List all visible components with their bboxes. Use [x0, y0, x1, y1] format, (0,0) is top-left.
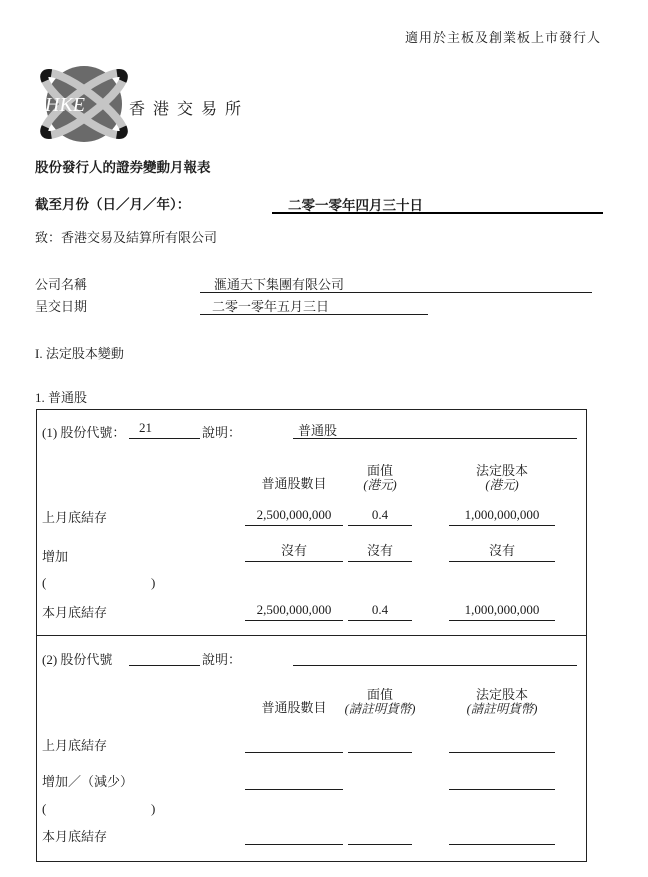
description-label-2: 說明：: [202, 652, 242, 667]
stock-code-label-2: (2) 股份代號: [42, 652, 113, 667]
cell-current-par-1: 0.4: [348, 599, 412, 621]
form-title: 股份發行人的證券變動月報表: [35, 160, 211, 175]
cell-increase-shares-1: 沒有: [245, 540, 343, 562]
row-label-change-2: 增加／（減少）: [42, 774, 134, 789]
cell-prev-par-2: [348, 731, 412, 753]
submission-date-label: 呈交日期: [35, 299, 88, 314]
ordinary-shares-table-1: [36, 409, 587, 636]
hkex-logo: [33, 63, 139, 145]
section-heading-authorized-capital: I. 法定股本變動: [35, 346, 124, 361]
stock-code-label-1: (1) 股份代號：: [42, 425, 126, 440]
column-header-authorized-capital-1: [449, 464, 555, 492]
row-label-increase-1: 增加: [42, 549, 69, 564]
month-end-field: 二零一零年四月三十日: [272, 194, 603, 214]
row-label-current-month-1: 本月底結存: [42, 605, 108, 620]
par-value-unit-1: (港元): [363, 478, 397, 492]
paren-close-2: ): [151, 801, 156, 816]
par-value-unit-2: (請註明貨幣): [344, 702, 416, 716]
row-label-prev-month-1: 上月底結存: [42, 510, 108, 525]
cell-increase-par-1: 沒有: [348, 540, 412, 562]
authorized-capital-unit-2: (請註明貨幣): [466, 702, 538, 716]
paren-close-1: ): [151, 575, 156, 590]
cell-prev-authorized-1: 1,000,000,000: [449, 504, 555, 526]
description-label-1: 說明：: [202, 425, 242, 440]
month-end-label: 截至月份（日／月／年）：: [35, 197, 191, 212]
ordinary-shares-table-2: [36, 636, 587, 862]
par-value-title-2: 面值: [366, 687, 393, 702]
cell-current-authorized-1: 1,000,000,000: [449, 599, 555, 621]
company-name-label: 公司名稱: [35, 277, 88, 292]
paren-open-2: (: [42, 801, 47, 816]
column-header-shares-text-2: 普通股數目: [261, 700, 327, 715]
cell-change-authorized-2: [449, 768, 555, 790]
hkex-globe-icon: [33, 63, 139, 145]
par-value-title-1: 面值: [366, 463, 393, 478]
authorized-capital-title-2: 法定股本: [475, 687, 528, 702]
column-header-shares-1: [245, 477, 343, 491]
description-field-1: 普通股: [293, 420, 577, 439]
submission-date-field: 二零一零年五月三日: [200, 296, 428, 315]
stock-code-field-1: 21: [129, 420, 200, 439]
column-header-shares-2: [245, 701, 343, 715]
addressee-line: 致：香港交易及結算所有限公司: [35, 230, 218, 245]
authorized-capital-title-1: 法定股本: [475, 463, 528, 478]
subsection-heading-ordinary-shares: 1. 普通股: [35, 390, 88, 405]
cell-prev-shares-2: [245, 731, 343, 753]
column-header-authorized-capital-2: [449, 688, 555, 716]
cell-prev-authorized-2: [449, 731, 555, 753]
company-name-field: 滙通天下集團有限公司: [200, 274, 592, 293]
exchange-name-chinese: 香港交易所: [129, 101, 250, 118]
cell-increase-authorized-1: 沒有: [449, 540, 555, 562]
paren-open-1: (: [42, 575, 47, 590]
cell-current-par-2: [348, 823, 412, 845]
cell-current-shares-1: 2,500,000,000: [245, 599, 343, 621]
authorized-capital-unit-1: (港元): [485, 478, 519, 492]
applicability-note: 適用於主板及創業板上市發行人: [404, 30, 601, 45]
row-label-current-month-2: 本月底結存: [42, 829, 108, 844]
cell-prev-shares-1: 2,500,000,000: [245, 504, 343, 526]
description-field-2: [293, 647, 577, 666]
cell-current-authorized-2: [449, 823, 555, 845]
row-label-prev-month-2: 上月底結存: [42, 738, 108, 753]
cell-current-shares-2: [245, 823, 343, 845]
cell-change-shares-2: [245, 768, 343, 790]
logo-hke-text: HKE: [45, 94, 85, 116]
stock-code-field-2: [129, 647, 200, 666]
column-header-par-value-1: [348, 464, 412, 492]
cell-prev-par-1: 0.4: [348, 504, 412, 526]
column-header-par-value-2: [344, 687, 416, 716]
column-header-shares-text-1: 普通股數目: [261, 476, 327, 491]
